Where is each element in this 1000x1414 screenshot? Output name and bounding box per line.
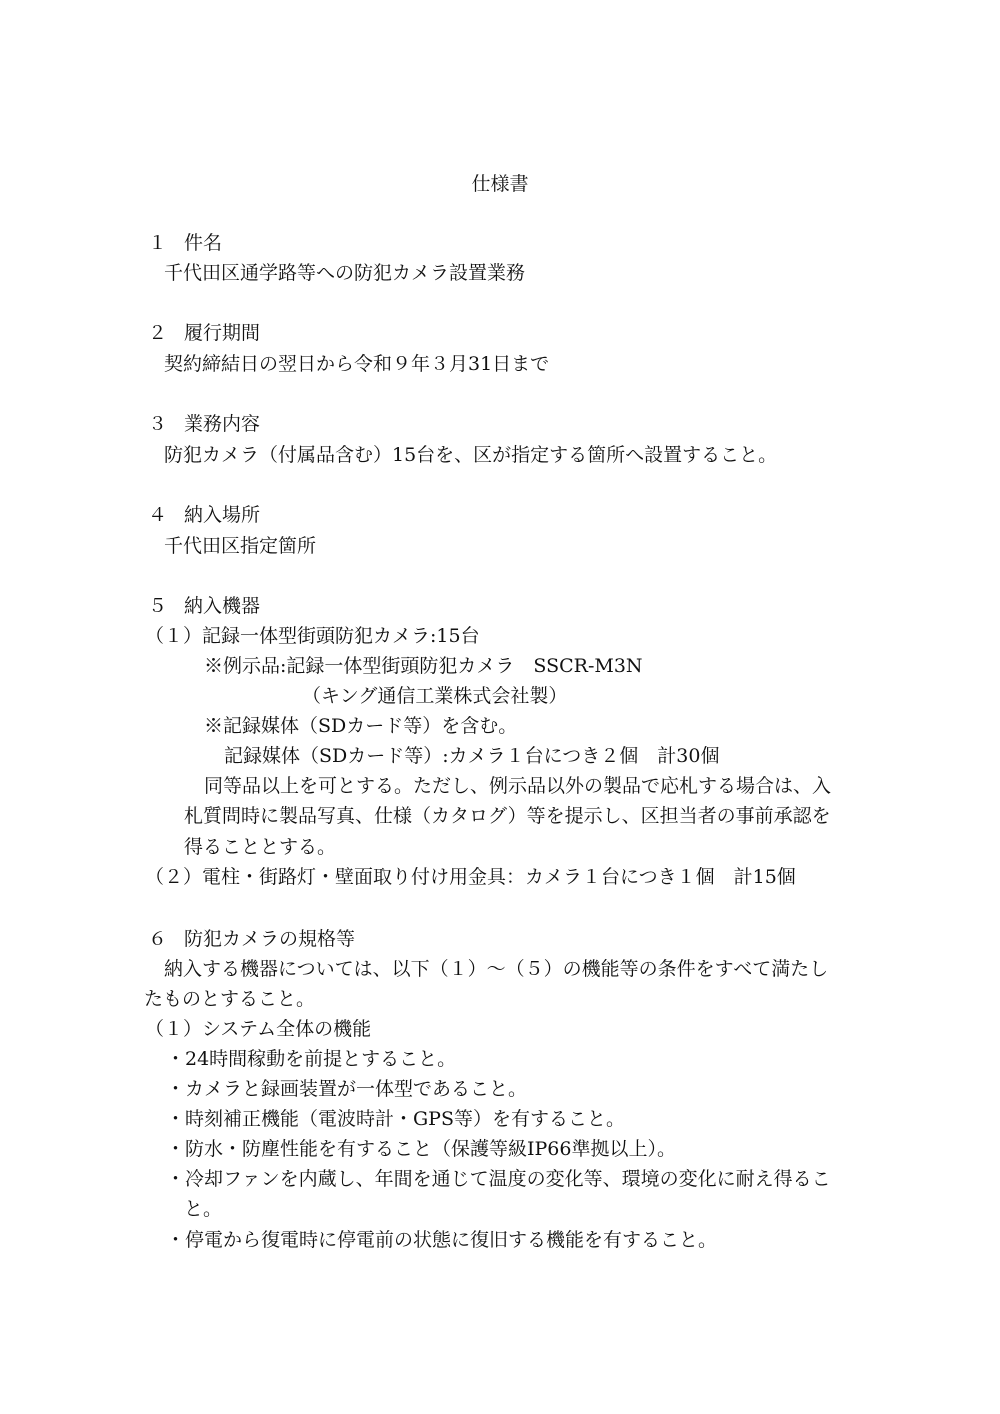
section-5-heading: 納入機器 [184,595,261,617]
section-3-body: 防犯カメラ（付属品含む）15台を、区が指定する箇所へ設置すること。 [164,444,778,466]
section-5-item-1: （１）記録一体型街頭防犯カメラ:15台 [145,625,480,647]
section-1-heading: 件名 [184,232,223,254]
section-6-intro-line-1: 納入する機器については、以下（１）～（５）の機能等の条件をすべて満たし [164,958,829,980]
section-5-equivalent-line-2: 札質問時に製品写真、仕様（カタログ）等を提示し、区担当者の事前承認を [184,805,831,827]
section-6-bullet-3: ・時刻補正機能（電波時計・GPS等）を有すること。 [166,1108,625,1130]
section-5-example-product: ※例示品:記録一体型街頭防犯カメラ SSCR-M3N [204,655,643,677]
section-5-item-2: （２）電柱・街路灯・壁面取り付け用金具：カメラ１台につき１個 計15個 [145,866,796,888]
section-5-equivalent-line-3: 得ることとする。 [184,836,337,858]
section-6-bullet-2: ・カメラと録画装置が一体型であること。 [166,1078,528,1100]
section-2-body: 契約締結日の翌日から令和９年３月31日まで [164,353,550,375]
section-4-body: 千代田区指定箇所 [164,535,317,557]
section-6-number: ６ [148,928,168,950]
section-6-subheading-1: （１）システム全体の機能 [145,1018,372,1040]
section-3-number: ３ [148,413,168,435]
section-5-media-count: 記録媒体（SDカード等）:カメラ１台につき２個 計30個 [224,745,720,767]
section-2-number: ２ [148,322,168,344]
section-5-number: ５ [148,595,168,617]
section-6-bullet-1: ・24時間稼動を前提とすること。 [166,1048,457,1070]
section-4-number: ４ [148,504,168,526]
section-6-bullet-5-line-2: と。 [184,1198,223,1220]
section-4-heading: 納入場所 [184,504,261,526]
section-6-heading: 防犯カメラの規格等 [184,928,356,950]
section-1-number: １ [148,232,168,254]
section-3-heading: 業務内容 [184,413,261,435]
section-1-body: 千代田区通学路等への防犯カメラ設置業務 [164,262,526,284]
section-5-equivalent-line-1: 同等品以上を可とする。ただし、例示品以外の製品で応札する場合は、入 [204,775,832,797]
section-6-bullet-5-line-1: ・冷却ファンを内蔵し、年間を通じて温度の変化等、環境の変化に耐え得るこ [166,1168,831,1190]
section-2-heading: 履行期間 [184,322,261,344]
section-6-bullet-6: ・停電から復電時に停電前の状態に復旧する機能を有すること。 [166,1229,718,1251]
document-title: 仕様書 [471,173,529,195]
section-6-intro-line-2: たものとすること。 [144,988,316,1010]
section-5-media-note: ※記録媒体（SDカード等）を含む。 [204,715,518,737]
section-5-maker: （キング通信工業株式会社製） [302,685,568,707]
section-6-bullet-4: ・防水・防塵性能を有すること（保護等級IP66準拠以上）。 [166,1138,676,1160]
